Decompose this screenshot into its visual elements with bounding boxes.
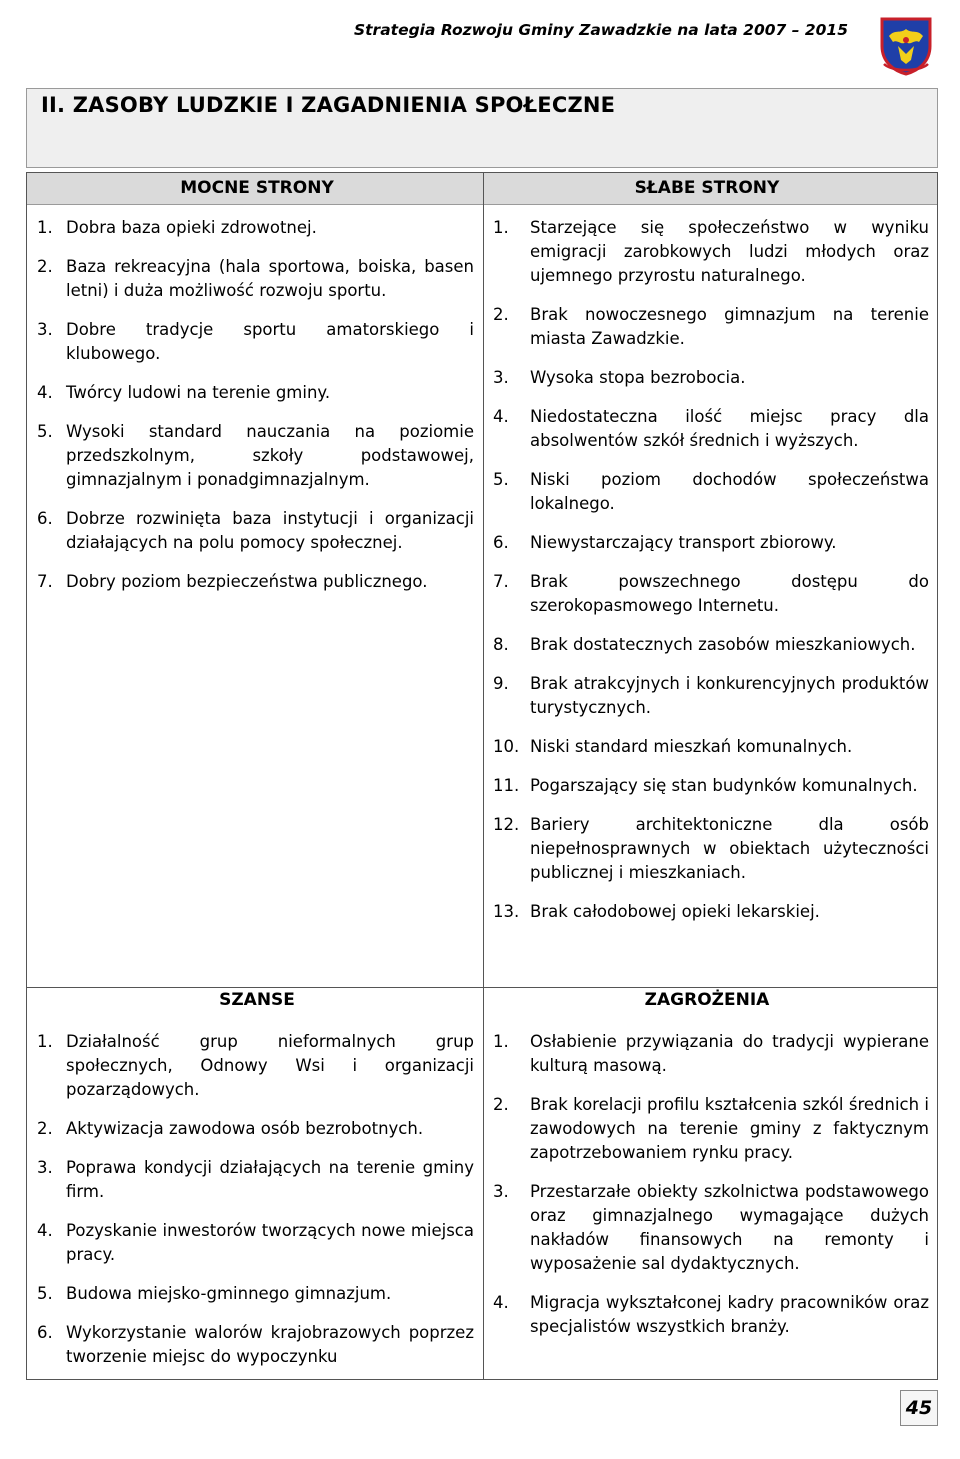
list-item	[29, 381, 474, 405]
item-number: 10.	[493, 737, 520, 756]
item-number: 5.	[493, 470, 509, 489]
item-text: Dobre tradycje sportu amatorskiego i klubowego.	[66, 320, 474, 363]
list-item	[29, 570, 474, 594]
list-item	[29, 216, 474, 240]
item-number: 6.	[493, 533, 509, 552]
list-item	[29, 507, 474, 555]
item-text: Pozyskanie inwestorów tworzących nowe miejsca pracy.	[66, 1221, 474, 1264]
list-item	[29, 1117, 474, 1141]
item-text: Wysoki standard nauczania na poziomie przedszkolnym, szkoły podstawowej, gimnazjalnym i ponadgimnazjalnym.	[66, 422, 474, 489]
item-text: Dobrze rozwinięta baza instytucji i organizacji działających na polu pomocy społecznej.	[66, 509, 474, 552]
weaknesses-heading: SŁABE STRONY	[634, 178, 780, 198]
list-item	[493, 1030, 929, 1078]
item-text: Baza rekreacyjna (hala sportowa, boiska, basen letni) i duża możliwość rozwoju sportu.	[66, 257, 474, 300]
item-number: 13.	[493, 902, 520, 921]
list-item	[493, 774, 929, 798]
list-item	[29, 255, 474, 303]
item-text: Wysoka stopa bezrobocia.	[530, 368, 746, 387]
list-item	[493, 735, 929, 759]
row-divider	[27, 987, 937, 988]
item-number: 7.	[37, 572, 53, 591]
item-number: 4.	[37, 383, 53, 402]
item-text: Aktywizacja zawodowa osób bezrobotnych.	[66, 1119, 424, 1138]
document-header-title: Strategia Rozwoju Gminy Zawadzkie na lata 2007 – 2015	[353, 21, 848, 39]
item-text: Niedostateczna ilość miejsc pracy dla absolwentów szkół średnich i wyższych.	[530, 407, 929, 450]
item-text: Brak atrakcyjnych i konkurencyjnych produktów turystycznych.	[530, 674, 929, 717]
item-number: 2.	[493, 1095, 509, 1114]
list-item	[493, 216, 929, 288]
item-text: Niewystarczający transport zbiorowy.	[530, 533, 837, 552]
item-number: 5.	[37, 422, 53, 441]
item-text: Pogarszający się stan budynków komunalnych.	[530, 776, 918, 795]
item-text: Bariery architektoniczne dla osób niepełnosprawnych w obiektach użyteczności publicznej i mieszkaniach.	[530, 815, 929, 882]
item-text: Brak nowoczesnego gimnazjum na terenie miasta Zawadzkie.	[530, 305, 929, 348]
threats-list	[493, 1030, 929, 1354]
list-item	[493, 900, 929, 924]
list-item	[493, 1180, 929, 1276]
opportunities-heading: SZANSE	[219, 990, 295, 1010]
item-number: 2.	[37, 257, 53, 276]
item-number: 8.	[493, 635, 509, 654]
item-number: 1.	[493, 218, 509, 237]
item-number: 9.	[493, 674, 509, 693]
item-text: Osłabienie przywiązania do tradycji wypierane kulturą masową.	[530, 1032, 929, 1075]
item-number: 1.	[493, 1032, 509, 1051]
weaknesses-list	[493, 216, 929, 939]
item-number: 12.	[493, 815, 520, 834]
item-number: 1.	[37, 1032, 53, 1051]
opportunities-list	[29, 1030, 474, 1384]
item-number: 6.	[37, 509, 53, 528]
list-item	[493, 570, 929, 618]
item-text: Budowa miejsko-gminnego gimnazjum.	[66, 1284, 392, 1303]
list-item	[29, 420, 474, 492]
item-number: 3.	[493, 1182, 509, 1201]
page-number: 45	[900, 1390, 938, 1426]
item-text: Niski standard mieszkań komunalnych.	[530, 737, 853, 756]
item-text: Dobra baza opieki zdrowotnej.	[66, 218, 317, 237]
list-item	[493, 813, 929, 885]
coat-of-arms-icon	[878, 16, 934, 76]
item-text: Działalność grup nieformalnych grup społecznych, Odnowy Wsi i organizacji pozarządowych.	[66, 1032, 474, 1099]
item-text: Starzejące się społeczeństwo w wyniku emigracji zarobkowych ludzi młodych oraz ujemnego przyrostu naturalnego.	[530, 218, 929, 285]
item-number: 3.	[37, 320, 53, 339]
item-number: 2.	[37, 1119, 53, 1138]
item-number: 4.	[37, 1221, 53, 1240]
item-text: Brak dostatecznych zasobów mieszkaniowych.	[530, 635, 916, 654]
list-item	[493, 405, 929, 453]
item-number: 6.	[37, 1323, 53, 1342]
swot-table	[26, 172, 938, 1380]
list-item	[493, 303, 929, 351]
item-number: 11.	[493, 776, 520, 795]
item-text: Brak korelacji profilu kształcenia szkól średnich i zawodowych na terenie gminy z faktycznym zapotrzebowaniem rynku pracy.	[530, 1095, 929, 1162]
item-text: Migracja wykształconej kadry pracowników oraz specjalistów wszystkich branży.	[530, 1293, 929, 1336]
strengths-heading: MOCNE STRONY	[180, 178, 334, 198]
list-item	[29, 318, 474, 366]
strengths-list	[29, 216, 474, 609]
item-number: 1.	[37, 218, 53, 237]
section-title-box	[26, 88, 938, 168]
list-item	[493, 531, 929, 555]
item-text: Poprawa kondycji działających na terenie gminy firm.	[66, 1158, 474, 1201]
list-item	[493, 366, 929, 390]
item-number: 3.	[493, 368, 509, 387]
list-item	[29, 1321, 474, 1369]
list-item	[493, 633, 929, 657]
list-item	[493, 672, 929, 720]
item-text: Przestarzałe obiekty szkolnictwa podstawowego oraz gimnazjalnego wymagające dużych nakładów finansowych na remonty i wyposażenie sal dydaktycznych.	[530, 1182, 929, 1273]
item-number: 2.	[493, 305, 509, 324]
column-divider	[483, 173, 484, 1379]
item-text: Niski poziom dochodów społeczeństwa lokalnego.	[530, 470, 929, 513]
list-item	[29, 1219, 474, 1267]
item-number: 5.	[37, 1284, 53, 1303]
item-text: Twórcy ludowi na terenie gminy.	[66, 383, 331, 402]
item-text: Brak powszechnego dostępu do szerokopasmowego Internetu.	[530, 572, 929, 615]
list-item	[493, 1291, 929, 1339]
item-number: 4.	[493, 1293, 509, 1312]
threats-heading: ZAGROŻENIA	[644, 990, 770, 1010]
list-item	[493, 1093, 929, 1165]
list-item	[29, 1282, 474, 1306]
item-text: Brak całodobowej opieki lekarskiej.	[530, 902, 820, 921]
list-item	[29, 1030, 474, 1102]
item-number: 3.	[37, 1158, 53, 1177]
list-item	[493, 468, 929, 516]
item-number: 7.	[493, 572, 509, 591]
section-title: II. ZASOBY LUDZKIE I ZAGADNIENIA SPOŁECZNE	[41, 93, 616, 117]
item-text: Wykorzystanie walorów krajobrazowych poprzez tworzenie miejsc do wypoczynku	[66, 1323, 474, 1366]
item-number: 4.	[493, 407, 509, 426]
item-text: Dobry poziom bezpieczeństwa publicznego.	[66, 572, 428, 591]
list-item	[29, 1156, 474, 1204]
